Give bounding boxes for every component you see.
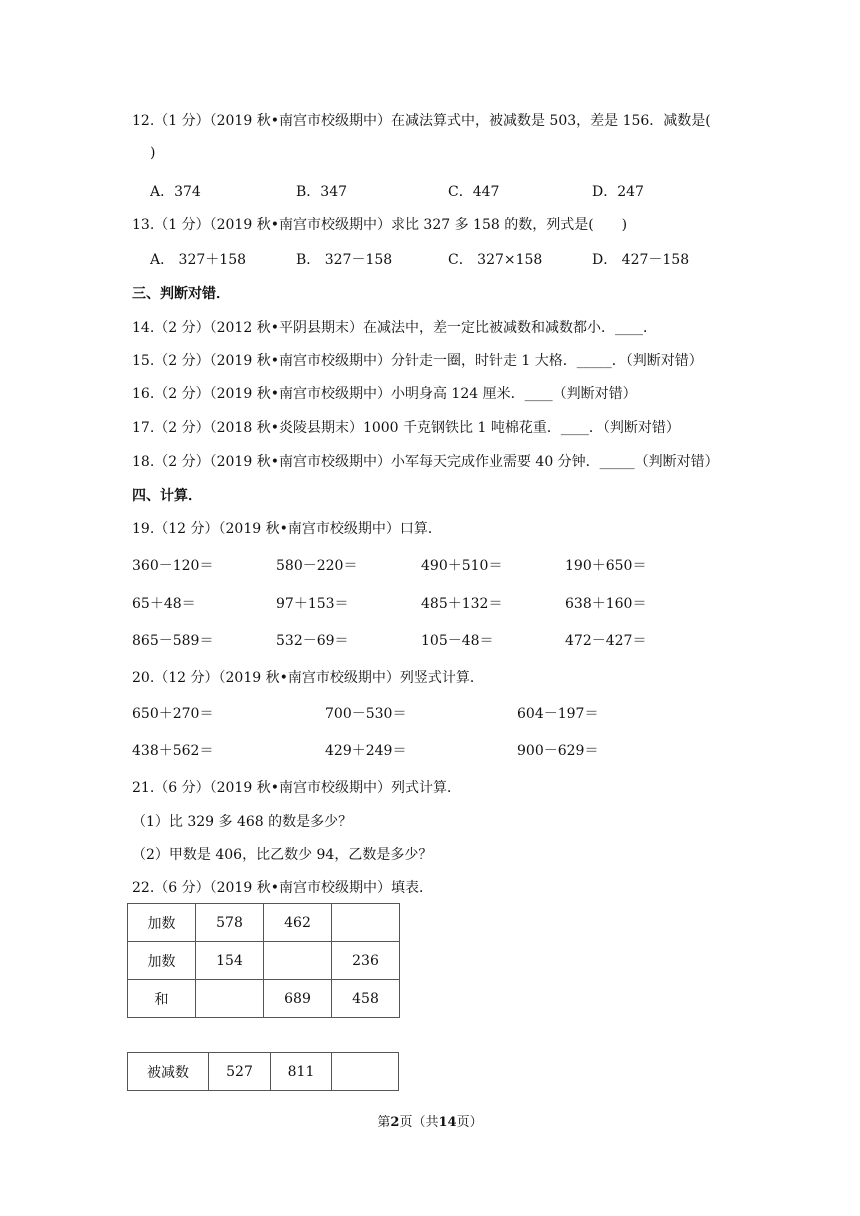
q19-item: 865－589＝ — [132, 633, 214, 649]
q12-option-d: D．247 — [592, 184, 644, 200]
table-cell: 527 — [209, 1053, 271, 1091]
q19-item: 360－120＝ — [132, 558, 214, 574]
q12-option-b: B．347 — [296, 184, 348, 200]
footer-total-pages: 14 — [438, 1115, 457, 1130]
q13-option-d: D． 427－158 — [592, 252, 690, 268]
q19-item: 105－48＝ — [421, 633, 494, 649]
table-cell: 578 — [196, 904, 264, 942]
q19-item: 532－69＝ — [276, 633, 349, 649]
q20-item: 650＋270＝ — [132, 706, 214, 722]
q20-item: 604－197＝ — [517, 706, 599, 722]
question-16: 16.（2 分）（2019 秋•南宫市校级期中）小明身高 124 厘米．____（判断对错） — [132, 386, 637, 402]
q21-item-2: （2）甲数是 406，比乙数少 94，乙数是多少？ — [132, 847, 433, 863]
table-cell-blank[interactable] — [264, 942, 332, 980]
q19-item: 97＋153＝ — [276, 596, 349, 612]
table-cell-blank[interactable] — [196, 980, 264, 1018]
table-cell: 和 — [128, 980, 196, 1018]
question-13-stem: 13.（1 分）（2019 秋•南宫市校级期中）求比 327 多 158 的数，列式是( ) — [132, 217, 628, 233]
section-3-heading: 三、判断对错． — [132, 286, 230, 302]
table-cell: 236 — [332, 942, 400, 980]
footer-text: 页） — [456, 1115, 483, 1130]
q19-item: 580－220＝ — [276, 558, 358, 574]
question-15: 15.（2 分）（2019 秋•南宫市校级期中）分针走一圈，时针走 1 大格．_____．（判断对错） — [132, 353, 703, 369]
table-cell: 458 — [332, 980, 400, 1018]
page-footer — [0, 1111, 860, 1130]
q19-item: 490＋510＝ — [421, 558, 503, 574]
question-12-stem-cont: ) — [150, 145, 156, 161]
q12-option-a: A．374 — [150, 184, 201, 200]
q19-item: 485＋132＝ — [421, 596, 503, 612]
table-cell: 加数 — [128, 942, 196, 980]
question-20-title: 20.（12 分）（2019 秋•南宫市校级期中）列竖式计算． — [132, 670, 484, 686]
question-18: 18.（2 分）（2019 秋•南宫市校级期中）小军每天完成作业需要 40 分钟．_____（判断对错） — [132, 454, 719, 470]
question-14: 14.（2 分）（2012 秋•平阴县期末）在减法中，差一定比被减数和减数都小．____． — [132, 320, 657, 336]
question-21-title: 21.（6 分）（2019 秋•南宫市校级期中）列式计算． — [132, 780, 461, 796]
q20-item: 429＋249＝ — [325, 743, 407, 759]
q20-item: 700－530＝ — [325, 706, 407, 722]
table-cell: 被减数 — [128, 1053, 209, 1091]
q20-item: 900－629＝ — [517, 743, 599, 759]
q13-option-b: B． 327－158 — [296, 252, 393, 268]
table-cell: 加数 — [128, 904, 196, 942]
q21-item-1: （1）比 329 多 468 的数是多少？ — [132, 814, 353, 830]
table-cell-blank[interactable] — [332, 904, 400, 942]
q12-option-c: C．447 — [448, 184, 500, 200]
section-4-heading: 四、计算． — [132, 488, 202, 504]
q13-option-c: C． 327×158 — [448, 252, 543, 268]
table-cell: 811 — [271, 1053, 332, 1091]
question-22-title: 22.（6 分）（2019 秋•南宫市校级期中）填表． — [132, 880, 433, 896]
table-cell: 154 — [196, 942, 264, 980]
table-cell: 689 — [264, 980, 332, 1018]
q19-item: 472－427＝ — [565, 633, 647, 649]
subtraction-table — [127, 1052, 399, 1091]
question-12-stem: 12.（1 分）（2019 秋•南宫市校级期中）在减法算式中，被减数是 503，差是 156．减数是( — [132, 113, 711, 129]
footer-text: 页（共 — [399, 1115, 439, 1130]
footer-text: 第 — [377, 1115, 391, 1130]
table-cell-blank[interactable] — [332, 1053, 399, 1091]
q19-item: 190＋650＝ — [565, 558, 647, 574]
question-19-title: 19.（12 分）（2019 秋•南宫市校级期中）口算． — [132, 521, 442, 537]
table-cell: 462 — [264, 904, 332, 942]
q20-item: 438＋562＝ — [132, 743, 214, 759]
addition-table — [127, 903, 400, 1018]
question-17: 17.（2 分）（2018 秋•炎陵县期末）1000 千克钢铁比 1 吨棉花重．____．（判断对错） — [132, 420, 680, 436]
footer-page-number: 2 — [390, 1115, 400, 1130]
q13-option-a: A． 327＋158 — [150, 252, 247, 268]
q19-item: 65＋48＝ — [132, 596, 196, 612]
q19-item: 638＋160＝ — [565, 596, 647, 612]
